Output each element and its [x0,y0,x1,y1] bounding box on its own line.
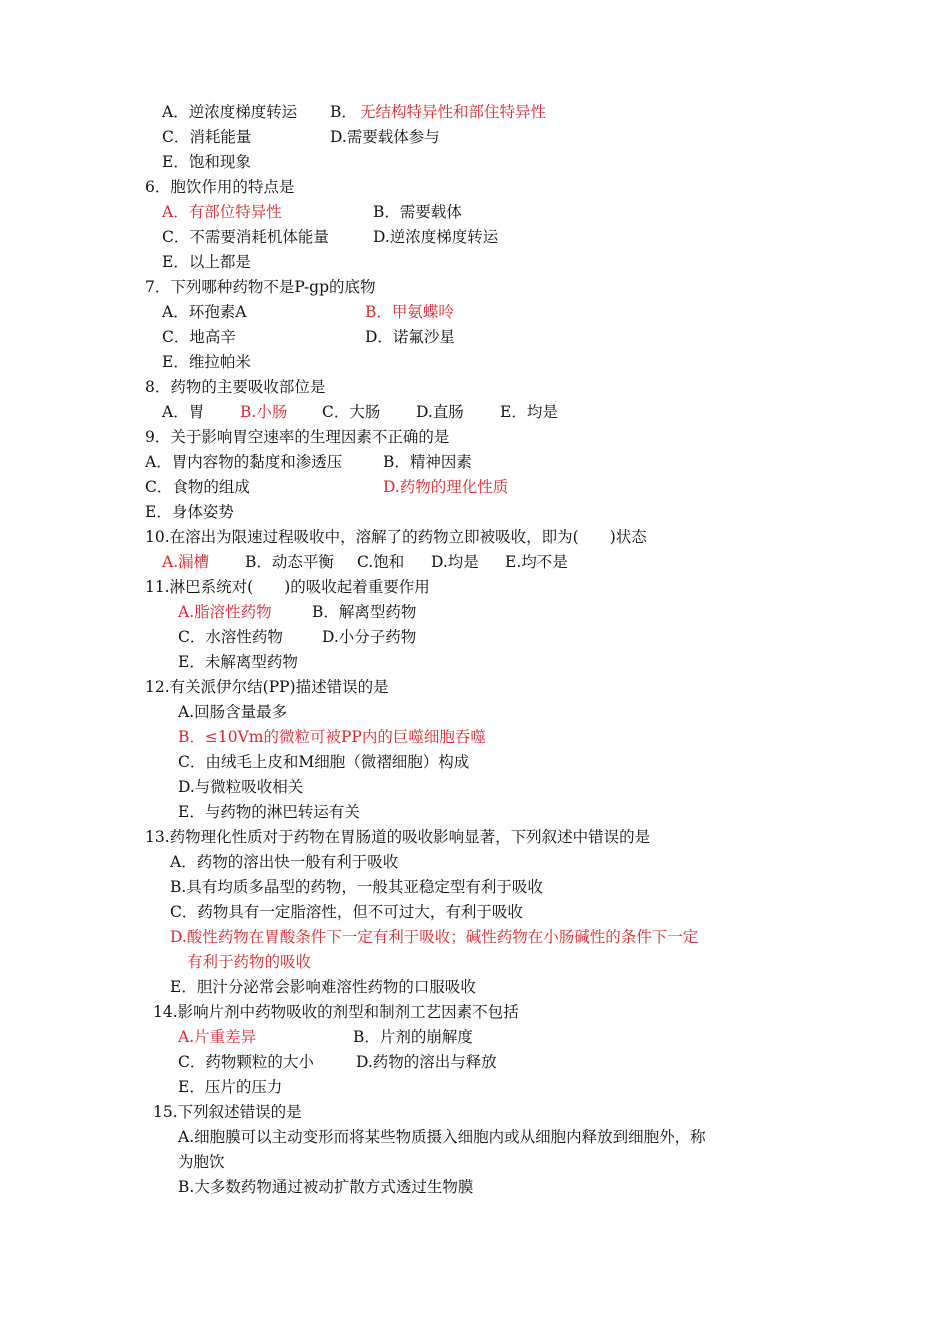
document-text: 9．关于影响胃空速率的生理因素不正确的是 [145,428,450,446]
document-text: C．药物颗粒的大小 [178,1053,314,1071]
document-text: C.饱和 [357,553,405,571]
document-text: D.与微粒吸收相关 [178,778,304,796]
document-text: 7．下列哪种药物不是P-gp的底物 [145,278,376,296]
document-text: C．药物具有一定脂溶性，但不可过大，有利于吸收 [170,903,523,921]
answer-text: 无结构特异性和部住特异性 [360,103,547,121]
document-text: E．未解离型药物 [178,653,298,671]
document-text: E．维拉帕米 [162,353,251,371]
answer-text: A.脂溶性药物 [178,603,272,621]
document-text: E．胆汁分泌常会影响难溶性药物的口服吸收 [170,978,476,996]
document-text: 10.在溶出为限速过程吸收中，溶解了的药物立即被吸收，即为( )状态 [145,528,647,546]
document-text: 8．药物的主要吸收部位是 [145,378,326,396]
document-text: A.细胞膜可以主动变形而将某些物质摄入细胞内或从细胞内释放到细胞外，称 [178,1128,706,1146]
document-text: B．需要载体 [373,203,462,221]
document-text: D．诺氟沙星 [365,328,455,346]
answer-text: B.小肠 [240,403,288,421]
document-text: 13.药物理化性质对于药物在胃肠道的吸收影响显著，下列叙述中错误的是 [145,828,651,846]
document-text: D.小分子药物 [322,628,417,646]
document-text: C．不需要消耗机体能量 [162,228,329,246]
answer-text: 有利于药物的吸收 [187,953,312,971]
document-text: A．逆浓度梯度转运 [162,103,298,121]
document-text: D.需要载体参与 [330,128,440,146]
document-text: D.逆浓度梯度转运 [373,228,499,246]
document-text: B．片剂的崩解度 [353,1028,473,1046]
document-text: C．由绒毛上皮和M细胞（微褶细胞）构成 [178,753,470,771]
document-text: A．药物的溶出快一般有利于吸收 [170,853,399,871]
document-text: 11.淋巴系统对( )的吸收起着重要作用 [145,578,430,596]
document-text: E．饱和现象 [162,153,251,171]
document-text: A．胃内容物的黏度和渗透压 [145,453,343,471]
document-text: 14.影响片剂中药物吸收的剂型和制剂工艺因素不包括 [153,1003,519,1021]
document-text: B． [330,103,357,121]
answer-text: A．有部位特异性 [162,203,282,221]
document-text: E．均是 [500,403,558,421]
answer-text: A.漏槽 [162,553,210,571]
document-text: E．与药物的淋巴转运有关 [178,803,360,821]
document-text: E．身体姿势 [145,503,234,521]
document-text: B．精神因素 [383,453,472,471]
document-text: 6．胞饮作用的特点是 [145,178,295,196]
document-text: C．食物的组成 [145,478,250,496]
answer-text: D.药物的理化性质 [383,478,509,496]
document-text: A．环孢素A [162,303,247,321]
answer-text: D.酸性药物在胃酸条件下一定有利于吸收；碱性药物在小肠碱性的条件下一定 [170,928,699,946]
document-text: 12.有关派伊尔结(PP)描述错误的是 [145,678,389,696]
document-text: B.大多数药物通过被动扩散方式透过生物膜 [178,1178,474,1196]
document-text: B.具有均质多晶型的药物，一般其亚稳定型有利于吸收 [170,878,543,896]
document-text: C．地高辛 [162,328,236,346]
document-text: C．水溶性药物 [178,628,283,646]
document-text: D.直肠 [416,403,464,421]
document-text: C．消耗能量 [162,128,252,146]
document-text: D.均是 [431,553,479,571]
document-text: A.回肠含量最多 [178,703,288,721]
document-text: B．解离型药物 [312,603,417,621]
document-text: E．以上都是 [162,253,251,271]
document-text: D.药物的溶出与释放 [356,1053,497,1071]
answer-text: A.片重差异 [178,1028,257,1046]
document-text: 为胞饮 [178,1153,225,1171]
answer-text: B．甲氨蝶呤 [365,303,454,321]
document-text: E.均不是 [505,553,568,571]
answer-text: B．≤10Vm的微粒可被PP内的巨噬细胞吞噬 [178,728,486,746]
document-text: 15.下列叙述错误的是 [153,1103,302,1121]
document-text: B．动态平衡 [245,553,334,571]
document-text: A．胃 [162,403,205,421]
document-text: C．大肠 [322,403,381,421]
document-text: E．压片的压力 [178,1078,283,1096]
